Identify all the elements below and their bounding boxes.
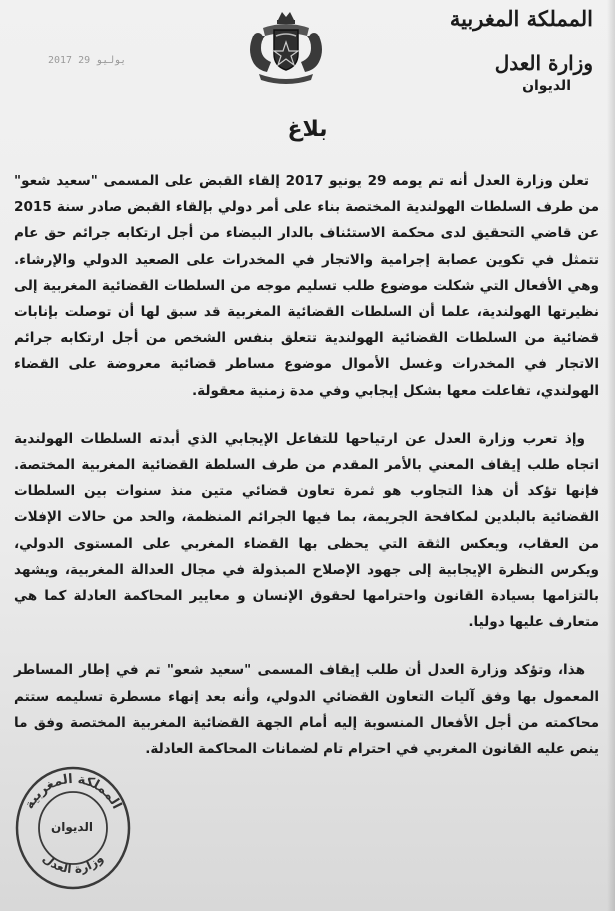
kingdom-heading: المملكة المغربية bbox=[449, 6, 593, 31]
stamp-center: الديوان bbox=[51, 820, 93, 834]
document-title: بلاغ bbox=[287, 117, 328, 142]
stamp-outer-bottom: وزارة العدل bbox=[40, 851, 106, 877]
letterhead bbox=[443, 6, 593, 94]
paragraph: وإذ تعرب وزارة العدل عن ارتياحها للتفاعل الإيجابي الذي أبدته السلطات الهولندية اتجاه طلب إيقاف المعني بالأمر المقدم من طرف السلطة القضائية المغربية المختصة. فإنها تؤكد أن هذا التجاوب هو ثمرة تعاون قضائي متين منذ سنوات بين السلطات القضائية بالبلدين لمكافحة الجريمة، بما فيها الجرائم المنظمة، والحد من حالات الإفلات من العقاب، ويعكس الثقة التي يحظى بها القضاء المغربي على المستوى الدولي، ويكرس النظرة الإيجابية إلى جهود الإصلاح المبذولة في مجال العدالة المغربية، ويشهد بالتزامها بسيادة القانون واحترامها لحقوق الإنسان و معايير المحاكمة العادلة كما هي متعارف عليها دوليا. bbox=[14, 430, 599, 631]
page-edge-shadow bbox=[607, 0, 615, 911]
document-body bbox=[14, 168, 599, 762]
cabinet-heading: الديوان bbox=[522, 78, 571, 94]
svg-text:وزارة العدل bbox=[40, 851, 107, 876]
paragraph: هذا، وتؤكد وزارة العدل أن طلب إيقاف المسمى "سعيد شعو" تم في إطار المساطر المعمول بها وفق آليات التعاون القضائي الدولي، وأنه بعد إنهاء مسطرة تسليمه ستتم محاكمته من أجل الأفعال المنسوبة إليه أمام الجهة القضائية المغربية المختصة وفق ما ينص عليه القانون المغربي في احترام تام لضمانات المحاكمة العادلة. bbox=[14, 662, 599, 758]
official-stamp bbox=[10, 762, 136, 894]
coat-of-arms-icon bbox=[243, 6, 329, 88]
ministry-heading: وزارة العدل bbox=[494, 51, 593, 75]
date-stamp: 2017 يوليو 29 bbox=[48, 55, 127, 66]
paragraph: تعلن وزارة العدل أنه تم يومه 29 يونيو 2017 إلقاء القبض على المسمى "سعيد شعو" من طرف السلطات الهولندية المختصة بناء على أمر دولي بإلقاء القبض صادر سنة 2015 عن قاضي التحقيق لدى محكمة الاستئناف بالدار البيضاء من أجل ارتكابه جرائم حق عام تتمثل في تكوين عصابة إجرامية والاتجار في المخدرات على الصعيد الدولي والإرشاء. وهي الأفعال التي شكلت موضوع طلب تسليم موجه من السلطات القضائية المغربية إلى نظيرتها الهولندية، علما أن السلطات القضائية المغربية قد سبق لها أن توصلت بإنابات قضائية من السلطات القضائية الهولندية تتعلق بنفس الشخص من أجل ارتكابه جرائم الاتجار في المخدرات وغسل الأموال موضوع مساطر قضائية معروضة على القضاء الهولندي، تفاعلت معها بشكل إيجابي وفي مدة زمنية معقولة. bbox=[14, 173, 599, 399]
stamp-outer-top: المملكة المغربية bbox=[22, 771, 125, 812]
